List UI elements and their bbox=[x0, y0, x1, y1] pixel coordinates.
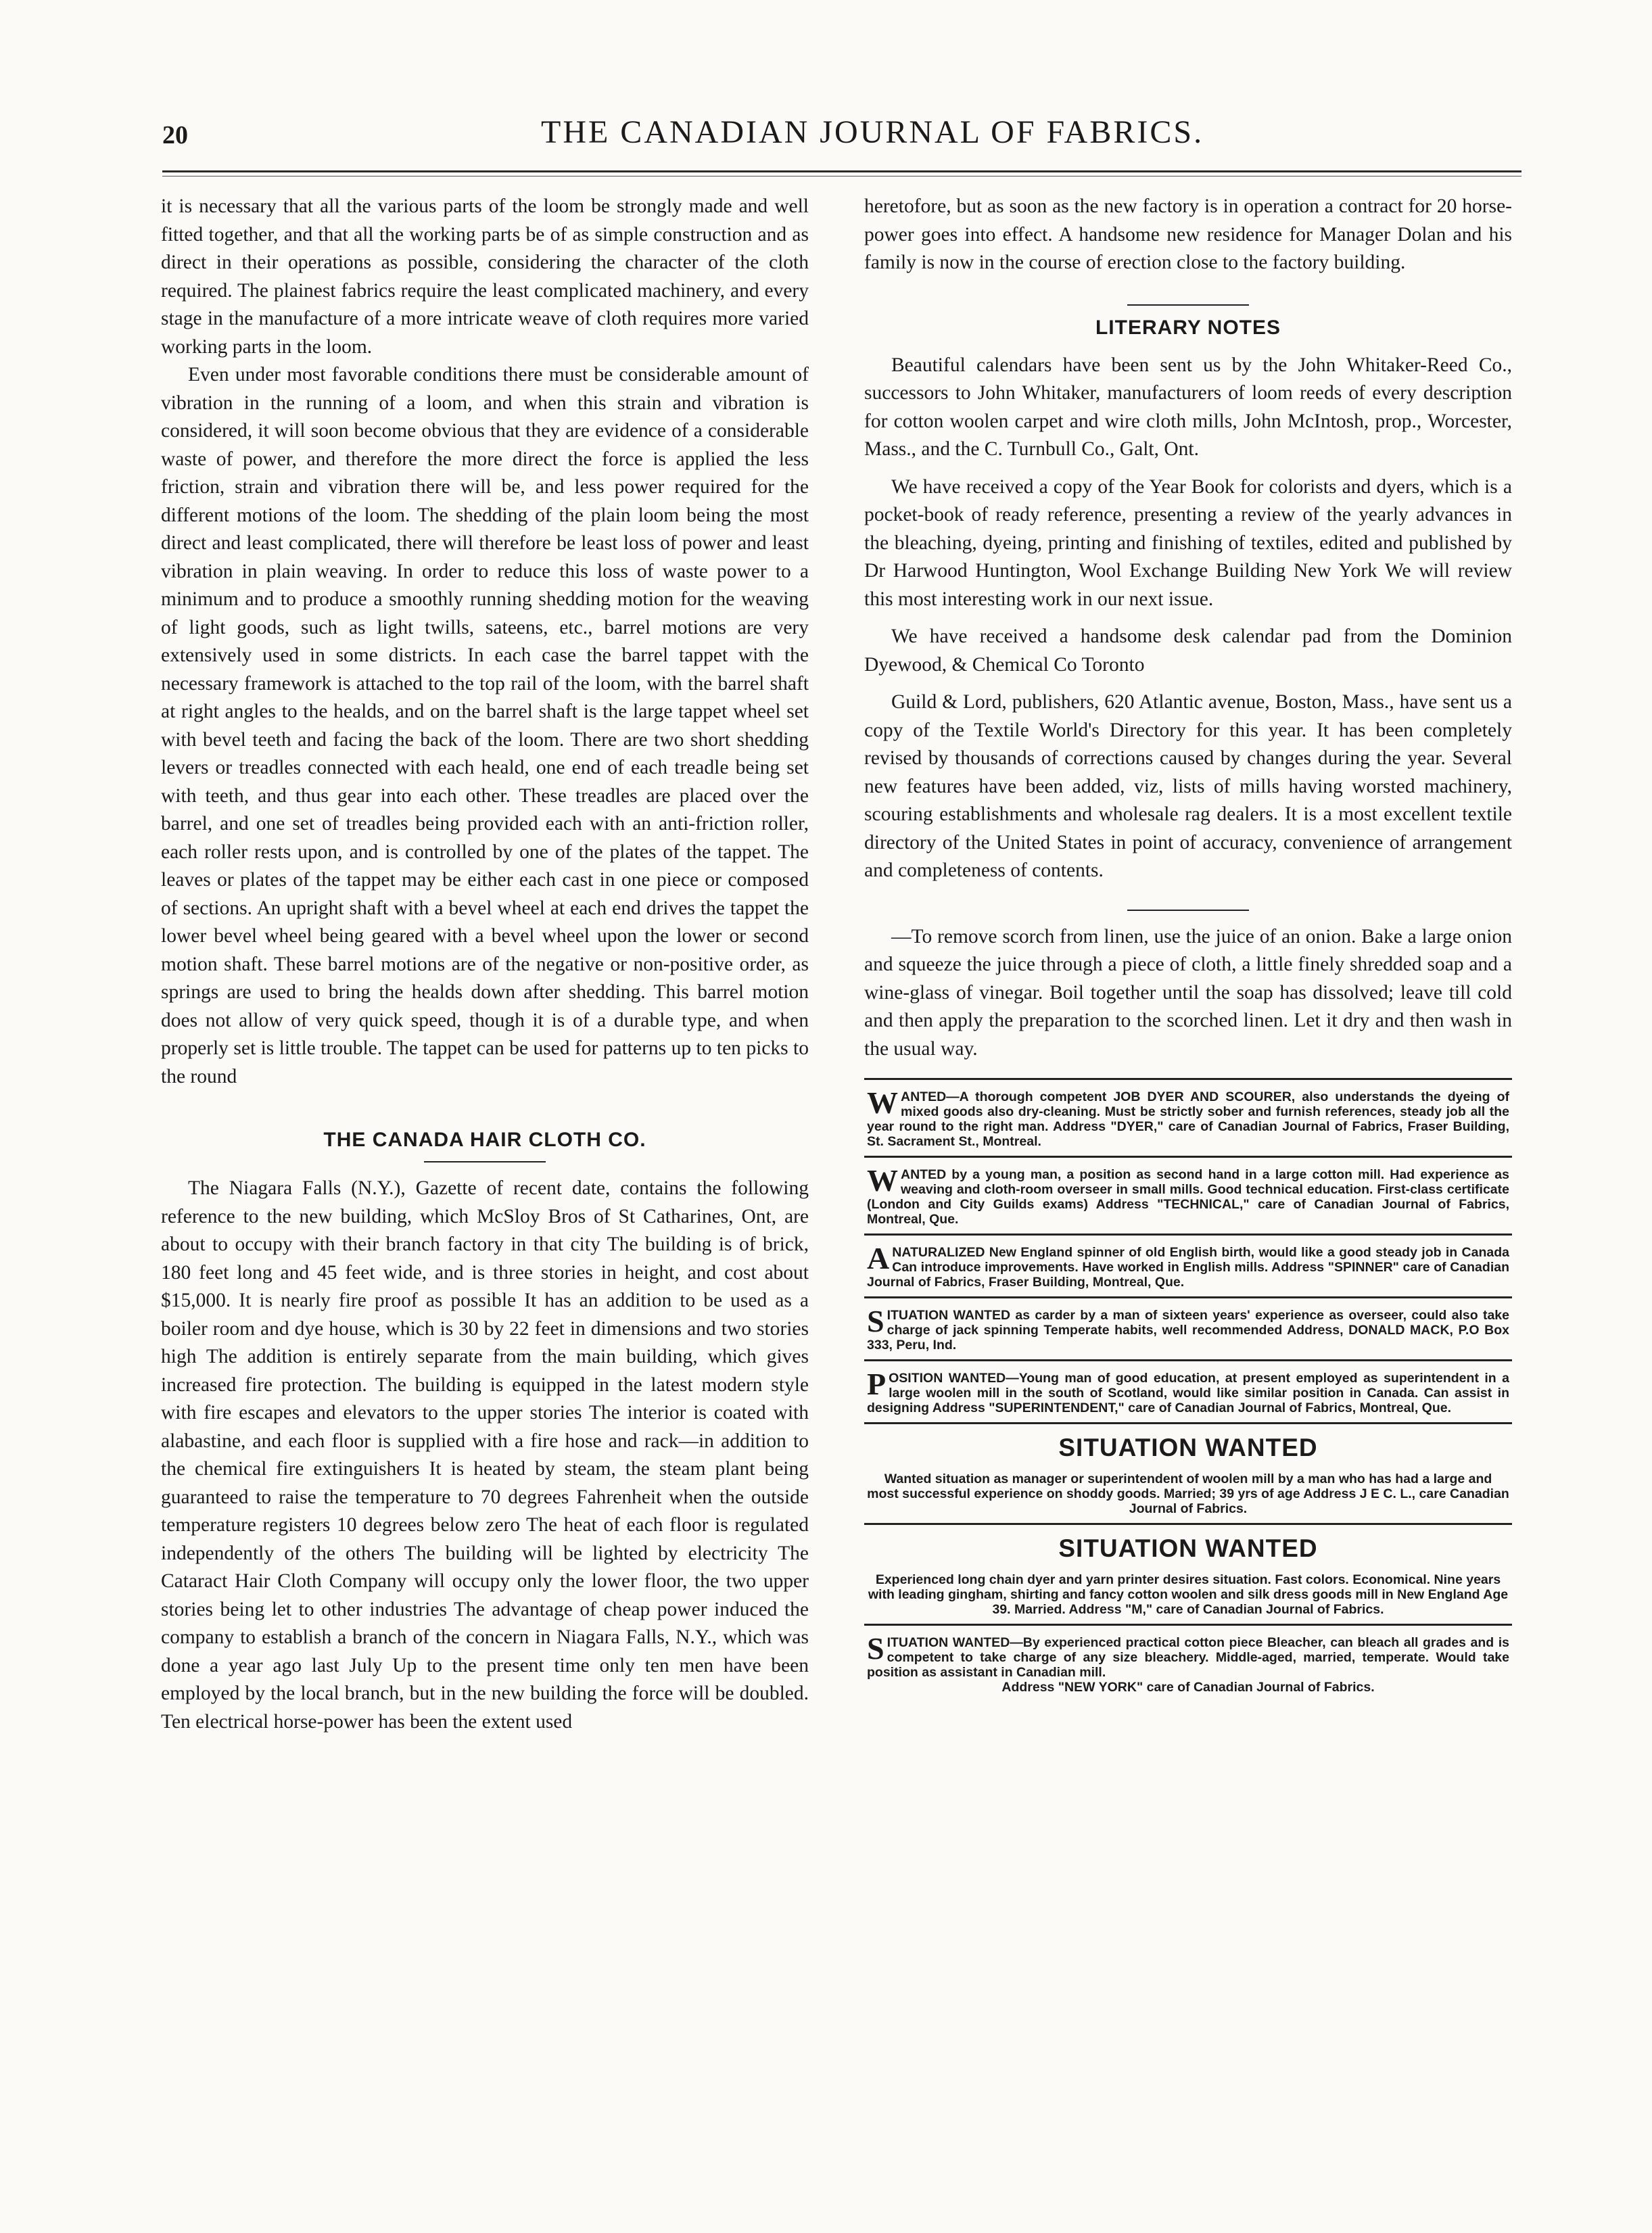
ad-initial: W bbox=[867, 1085, 898, 1120]
hair-cloth-paragraph: The Niagara Falls (N.Y.), Gazette of recent date, contains the following reference to the new building, which McSloy Bros of St Catharines, Ont, are about to occupy with their branch factory in that city The building is of brick, 180 feet long and 45 feet wide, and is three stories in height, and cost about $15,000. It is nearly fire proof as possible It has an addition to be used as a boiler room and dye house, which is 30 by 22 feet in dimensions and two stories high The addition is entirely separate from the main building, which gives increased fire protection. The building is equipped in the latest modern style with fire escapes and elevators to the upper stories The interior is coated with alabastine, and each floor is supplied with a fire hose and rack—in addition to the chemical fire extinguishers It is heated by steam, the steam plant being guaranteed to raise the temperature to 70 degrees Fahrenheit when the outside temperature registers 10 degrees below zero The heat of each floor is regulated independently of the others The building will be lighted by electricity The Cataract Hair Cloth Company will occupy only the lower floor, the two upper stories being let to other industries The advantage of cheap power induced the company to establish a branch of the concern in Niagara Falls, N.Y., which was done a year ago last July Up to the present time only ten men have been employed by the local branch, but in the new building the force will be doubled. Ten electrical horse-power has been the extent used bbox=[161, 1177, 809, 1733]
classified-ad bbox=[864, 1296, 1512, 1359]
literary-notes-heading: LITERARY NOTES bbox=[1095, 316, 1281, 339]
left-column bbox=[161, 193, 809, 1736]
situation-ad-heading: SITUATION WANTED bbox=[1058, 1534, 1318, 1562]
continuation-paragraph: heretofore, but as soon as the new factory is in operation a contract for 20 horse-power goes into effect. A handsome new residence for Manager Dolan and his family is now in the course of erection close to the factory building. bbox=[864, 195, 1512, 273]
header-rule-thin bbox=[162, 176, 1521, 177]
classified-ad bbox=[864, 1359, 1512, 1422]
classified-ad bbox=[864, 1156, 1512, 1233]
header-rule bbox=[162, 170, 1521, 172]
situation-wanted-ad bbox=[864, 1422, 1512, 1523]
onion-paragraph: —To remove scorch from linen, use the juice of an onion. Bake a large onion and squeeze the juice through a piece of cloth, a little finely shredded soap and a wine-glass of vinegar. Boil together until the soap has dissolved; leave till cold and then apply the preparation to the scorched linen. Let it dry and then wash in the usual way. bbox=[864, 925, 1512, 1060]
literary-paragraph-2: We have received a copy of the Year Book for colorists and dyers, which is a pocket-book of ready reference, presenting a review of the yearly advances in the bleaching, dyeing, printing and finishing of textiles, edited and published by Dr Harwood Huntington, Wool Exchange Building New York We will review this most interesting work in our next issue. bbox=[864, 475, 1512, 610]
ad-text: NATURALIZED New England spinner of old English birth, would like a good steady job in Canada Can introduce improvements. Have worked in English mills. Address "SPINNER" care of Canadian Journal of Fabrics, Fraser Building, Montreal, Que. bbox=[867, 1245, 1509, 1290]
ad-text: ITUATION WANTED—By experienced practical cotton piece Bleacher, can bleach all grades and is competent to take charge of any size bleachery. Middle-aged, married, temperate. Would take position as assistant in Canadian mill. bbox=[867, 1635, 1509, 1680]
classified-ads bbox=[864, 1078, 1512, 1701]
page-header bbox=[162, 114, 1515, 161]
ad-text: ANTED—A thorough competent JOB DYER AND SCOURER, also understands the dyeing of mixed goods also dry-cleaning. Must be strictly sober and furnish references, steady job all the year round to the right man. Address "DYER," care of Canadian Journal of Fabrics, Fraser Building, St. Sacrament St., Montreal. bbox=[867, 1089, 1509, 1149]
situation-ad-text: Wanted situation as manager or superintendent of woolen mill by a man who has had a large and most successful experience on shoddy goods. Married; 39 yrs of age Address J E C. L., care Canadian Journal of Fabrics. bbox=[867, 1472, 1509, 1516]
loom-paragraph-2: Even under most favorable conditions there must be considerable amount of vibration in the running of a loom, and when this strain and vibration is considered, it will soon become obvious that they are evidence of a considerable waste of power, and therefore the more direct the force is applied the less friction, strain and vibration there will be, and less power required for the different motions of the loom. The shedding of the plain loom being the most direct and least complicated, there will therefore be least loss of power and least vibration in plain weaving. In order to reduce this loss of waste power to a minimum and to produce a smoothly running shedding motion for the weaving of light goods, such as light twills, sateens, etc., barrel motions are very extensively used in some districts. In each case the barrel tappet with the necessary framework is attached to the top rail of the loom, with the barrel shaft at right angles to the healds, and on the barrel shaft is the large tappet wheel set with bevel teeth and facing the back of the loom. There are two short shedding levers or treadles connected with each heald, one end of each treadle being set with teeth, and thus gear into each other. These treadles are placed over the barrel, and one set of treadles being provided each with an anti-friction roller, each roller rests upon, and is controlled by one of the plates of the tappet. The leaves or plates of the tappet may be either each cast in one piece or composed of sections. An upright shaft with a bevel wheel at each end drives the tappet the lower bevel wheel being geared with a bevel wheel upon the lower or second motion shaft. These barrel motions are of the negative or non-positive order, as springs are used to bring the healds down after shedding. This barrel motion does not allow of very quick speed, though it is of a durable type, and when properly set is little trouble. The tappet can be used for patterns up to ten picks to the round bbox=[161, 364, 809, 1087]
ad-initial: A bbox=[867, 1241, 890, 1275]
literary-paragraph-3: We have received a handsome desk calendar pad from the Dominion Dyewood, & Chemical Co Toronto bbox=[864, 626, 1512, 676]
classified-ad bbox=[864, 1233, 1512, 1296]
hair-cloth-heading: THE CANADA HAIR CLOTH CO. bbox=[323, 1129, 646, 1151]
ad-initial: P bbox=[867, 1367, 887, 1401]
page-number: 20 bbox=[162, 121, 188, 149]
situation-ad-heading: SITUATION WANTED bbox=[1058, 1434, 1318, 1461]
classified-ad bbox=[864, 1624, 1512, 1701]
right-column bbox=[864, 193, 1512, 1701]
situation-ad-text: Experienced long chain dyer and yarn printer desires situation. Fast colors. Economical. Nine years with leading gingham, shirting and fancy cotton woolen and silk dress goods mill in New England Age 39. Married. Address "M," care of Canadian Journal of Fabrics. bbox=[868, 1572, 1509, 1617]
literary-paragraph-1: Beautiful calendars have been sent us by the John Whitaker-Reed Co., successors to John Whitaker, manufacturers of loom reeds of every description for cotton woolen carpet and wire cloth mills, John McIntosh, prop., Worcester, Mass., and the C. Turnbull Co., Galt, Ont. bbox=[864, 354, 1512, 460]
literary-paragraph-4: Guild & Lord, publishers, 620 Atlantic avenue, Boston, Mass., have sent us a copy of the Textile World's Directory for this year. It has been completely revised by thousands of corrections caused by changes during the year. Several new features have been added, viz, lists of mills having worsted machinery, scouring establishments and wholesale rag dealers. It is a most excellent textile directory of the United States in point of accuracy, convenience of arrangement and completeness of contents. bbox=[864, 691, 1512, 881]
ad-initial: S bbox=[867, 1304, 884, 1338]
ad-text: OSITION WANTED—Young man of good education, at present employed as superintendent in a large woolen mill in the south of Scotland, would like similar position in Canada. Can assist in designing Address "SUPERINTENDENT," care of Canadian Journal of Fabrics, Montreal, Que. bbox=[867, 1371, 1509, 1415]
loom-paragraph-1: it is necessary that all the various parts of the loom be strongly made and well fitted together, and that all the working parts be of as simple construction and as direct in their operations as possible, considering the character of the cloth required. The plainest fabrics require the least complicated machinery, and every stage in the manufacture of a more intricate weave of cloth requires more varied working parts in the loom. bbox=[161, 195, 809, 358]
ad-address: Address "NEW YORK" care of Canadian Journal of Fabrics. bbox=[1001, 1680, 1375, 1695]
ad-text: ITUATION WANTED as carder by a man of sixteen years' experience as overseer, could also take charge of jack spinning Temperate habits, well recommended Address, DONALD MACK, P.O Box 333, Peru, Ind. bbox=[867, 1308, 1509, 1353]
ad-initial: S bbox=[867, 1631, 884, 1666]
journal-title: THE CANADIAN JOURNAL OF FABRICS. bbox=[541, 114, 1204, 150]
classified-ad bbox=[864, 1078, 1512, 1156]
situation-wanted-ad bbox=[864, 1523, 1512, 1624]
ad-text: ANTED by a young man, a position as second hand in a large cotton mill. Had experience as weaving and cloth-room overseer in small mills. Good technical education. First-class certificate (London and City Guilds exams) Address "TECHNICAL," care of Canadian Journal of Fabrics, Montreal, Que. bbox=[867, 1167, 1509, 1227]
ad-initial: W bbox=[867, 1163, 898, 1198]
